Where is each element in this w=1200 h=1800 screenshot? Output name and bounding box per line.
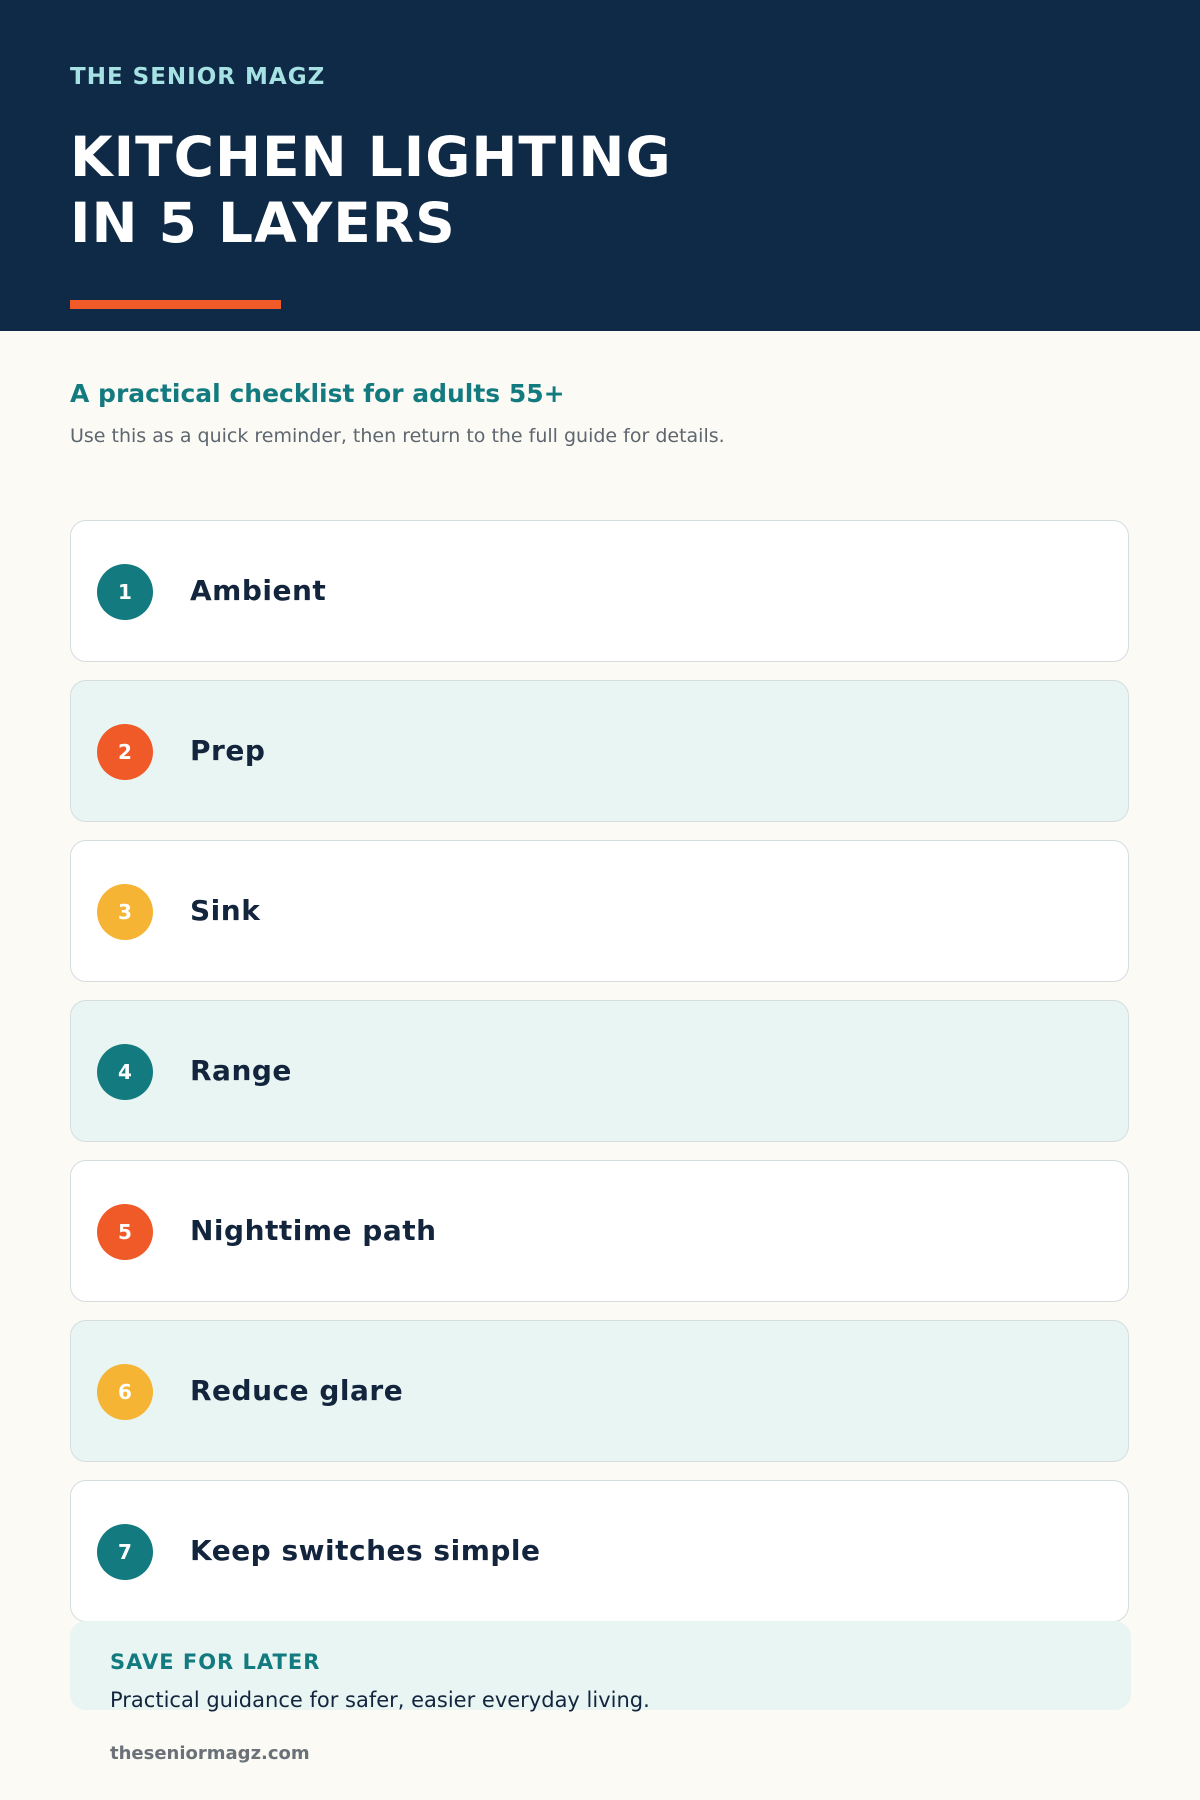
item-label: Reduce glare — [190, 1374, 404, 1407]
checklist-item — [70, 680, 1129, 822]
item-number-badge: 2 — [97, 724, 153, 780]
title-line-2: IN 5 LAYERS — [70, 191, 456, 255]
checklist-item — [70, 840, 1129, 982]
item-number-badge: 6 — [97, 1364, 153, 1420]
item-label: Nighttime path — [190, 1214, 437, 1247]
subtitle: A practical checklist for adults 55+ — [70, 379, 565, 408]
item-number-badge: 1 — [97, 564, 153, 620]
brand-name: THE SENIOR MAGZ — [70, 64, 326, 90]
site-url: theseniormagz.com — [110, 1743, 310, 1764]
checklist-item — [70, 1000, 1129, 1142]
title-line-1: KITCHEN LIGHTING — [70, 125, 672, 189]
page-title — [70, 124, 870, 256]
intro-text: Use this as a quick reminder, then return to the full guide for details. — [70, 425, 725, 447]
header-banner — [0, 0, 1200, 331]
item-label: Ambient — [190, 574, 327, 607]
item-number-badge: 7 — [97, 1524, 153, 1580]
item-number-badge: 4 — [97, 1044, 153, 1100]
item-label: Range — [190, 1054, 292, 1087]
checklist-item — [70, 1160, 1129, 1302]
item-number-badge: 5 — [97, 1204, 153, 1260]
checklist-item — [70, 520, 1129, 662]
save-for-later-heading: SAVE FOR LATER — [110, 1650, 321, 1674]
checklist-item — [70, 1480, 1129, 1622]
save-for-later-text: Practical guidance for safer, easier everyday living. — [110, 1688, 650, 1712]
item-label: Prep — [190, 734, 266, 767]
item-number-badge: 3 — [97, 884, 153, 940]
item-label: Sink — [190, 894, 261, 927]
checklist-item — [70, 1320, 1129, 1462]
item-label: Keep switches simple — [190, 1534, 541, 1567]
accent-divider — [70, 300, 281, 309]
